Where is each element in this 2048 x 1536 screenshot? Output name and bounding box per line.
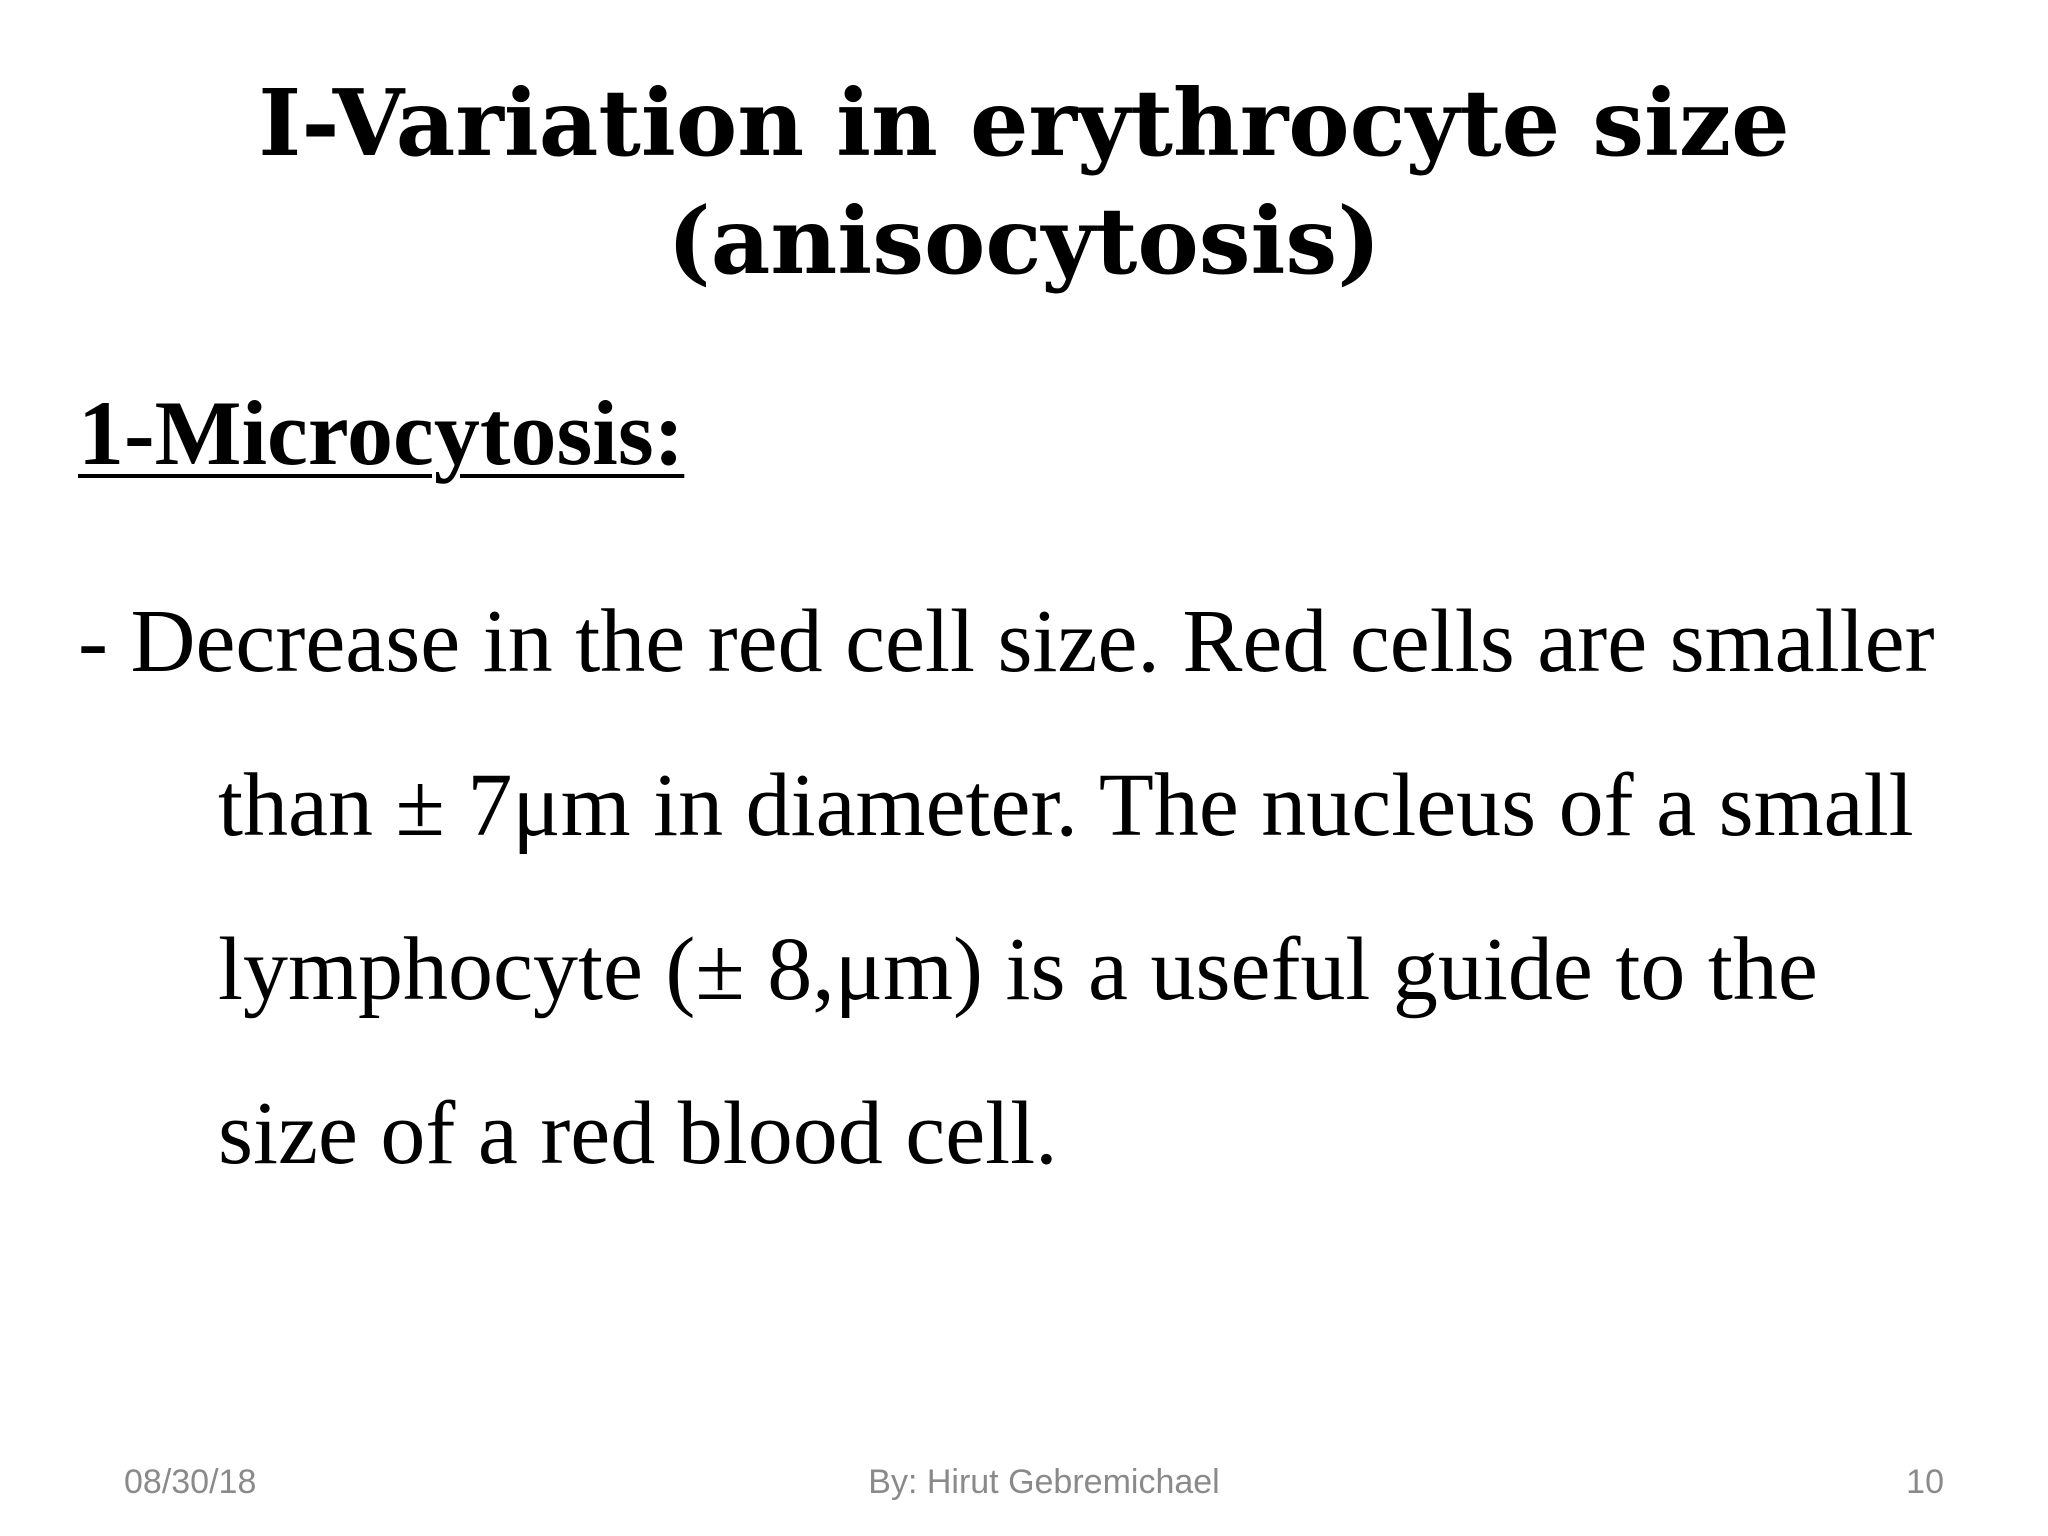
slide-title-line-1: I-Variation in erythrocyte size [258,69,1790,177]
body-line-3: lymphocyte (± 8,μm) is a useful guide to the [218,920,1818,1019]
body-line-2: than ± 7μm in diameter. The nucleus of a small [218,756,1914,855]
slide-title-line-2: (anisocytosis) [667,187,1381,295]
footer-page-number: 10 [1906,1463,1944,1501]
footer-author: By: Hirut Gebremichael [868,1463,1220,1501]
footer-date: 08/30/18 [124,1463,257,1501]
body-paragraph [78,560,2018,1216]
body-line-1: - Decrease in the red cell size. Red cells are smaller [78,592,1935,691]
slide-title [0,64,2048,300]
body-line-4: size of a red blood cell. [218,1084,1058,1183]
section-heading: 1-Microcytosis: [78,382,685,484]
